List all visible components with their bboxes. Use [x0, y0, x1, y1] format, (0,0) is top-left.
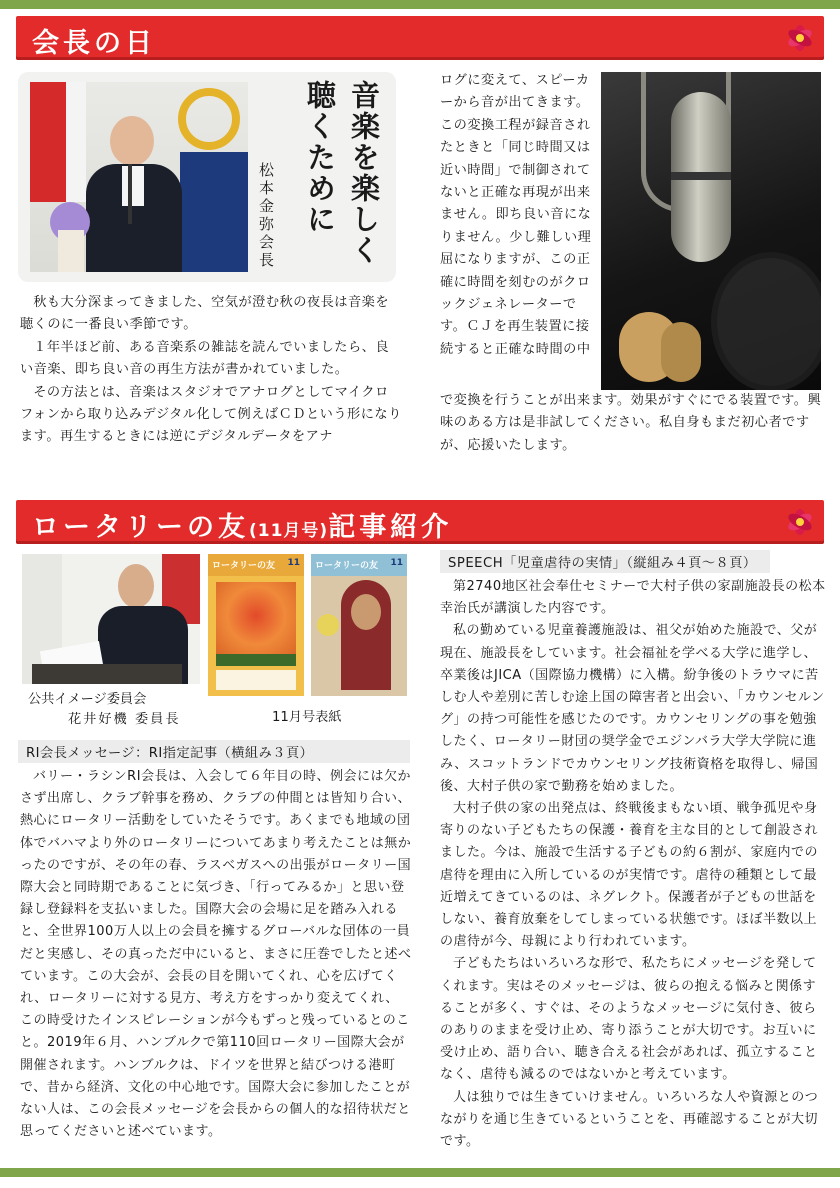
article-author: 松本金弥会長	[257, 162, 275, 270]
committee-chair-caption	[28, 690, 218, 730]
paragraph: 私の勤めている児童養護施設は、祖父が始めた施設で、父が現在、施設長をしています。社会福祉を学べる大学に進学し、卒業後はJICA（国際協力機構）に入構。紛争後のトラウマに苦しむ人や差別に苦しむ途上国の障害者と出会い、「カウンセルング」の持つ可能性を感じたのです。カウンセリングの事を勉強したく、ロータリー財団の奨学金でエジンバラ大学大学院に進み、スコットランドでカウンセリング技術資格を取得し、帰国後、大村子供の家で勤務を始めました。	[440, 623, 825, 794]
ri-message-text: バリー・ラシンRI会長は、入会して６年目の時、例会には欠かさず出席し、クラブ幹事を務め、クラブの仲間とは皆知り合い、熱心にロータリー活動をしていたそうです。あくまでも地域の団体でバハマより外のロータリーについてあまり考えたことは無かったのですが、その年の春、ラスベガスへの出張がロータリー国際大会と同時期であることに気づき、「行ってみるか」と思い登録し登録料を支払いました。国際大会の会場に足を踏み入れると、全世界100万人以上の会員を擁するグローバルな団体の一員だと実感し、その真っただ中にいると、まさに圧巻でしたと述べています。この大会が、会長の目を開いてくれ、心を広げてくれ、ロータリーに対する見方、考え方をすっかり変えてくれ、この時受けたインスピレーションが今もずっと残っているとのこと。2019年６月、ハンブルクで第110回ロータリー国際大会が開催されます。ハンブルクは、ドイツを世界と結びつける港町で、昔から経済、文化の中心地です。国際大会に参加したことがない人は、この会長メッセージを会長からの個人的な招待状だと思ってくださいと述べています。	[20, 769, 412, 1140]
magazine-cover-1	[208, 554, 304, 696]
section2-title: ロータリーの友(11月号)記事紹介	[32, 512, 453, 543]
paragraph: 第2740地区社会奉仕セミナーで大村子供の家副施設長の松本幸治氏が講演した内容です。	[440, 579, 826, 617]
top-rule	[0, 0, 840, 9]
committee-chair-photo	[22, 554, 200, 684]
paragraph: 子どもたちはいろいろな形で、私たちにメッセージを発してくれます。実はそのメッセージは、彼らの抱える悩みと関係することが多く、すぐは、そのようなメッセージに気付き、彼らのありのままを受け止め、寄り添うことが大切です。お互いに受け止め、語り合い、聴き合える社会があれば、孤立することなく、虐待も減るのではないかと考えています。	[440, 956, 818, 1083]
paragraph: 大村子供の家の出発点は、終戦後まもない頃、戦争孤児や身寄りのない子どもたちの保護・養育を主な目的として創設されました。今は、施設で生活する子どもの約６割が、家庭内での虐待を理由に入所しているのが実情です。虐待の種類として最近増えてきているのは、ネグレクト。保護者が子どもの世話をしない、養育放棄をしてしまっている状態です。ほぼ半数以上の虐待が今、母親により行われています。	[440, 801, 819, 950]
paragraph: １年半ほど前、ある音楽系の雑誌を読んでいましたら、良い音楽、即ち良い音の再生方法が書かれていました。	[20, 339, 390, 378]
speech-text	[440, 576, 826, 1153]
cover-number: 11	[287, 558, 300, 568]
flower-icon	[780, 502, 820, 542]
cover-number: 11	[390, 558, 403, 568]
bottom-rule	[0, 1168, 840, 1177]
ri-message-heading: RI会長メッセージ：RI指定記事（横組み３頁）	[18, 740, 410, 763]
section1-banner	[16, 16, 824, 60]
cover-caption: 11月号表紙	[272, 710, 342, 725]
caption-line: 花井好機 委員長	[68, 712, 181, 727]
magazine-cover-2	[311, 554, 407, 696]
section2-banner	[16, 500, 824, 544]
paragraph: その方法とは、音楽はスタジオでアナログとしてマイクロフォンから取り込みデジタル化して例えばＣＤという形になります。再生するときには逆にデジタルデータをアナ	[20, 384, 402, 445]
section1-header-card	[18, 72, 396, 282]
flower-icon	[780, 18, 820, 58]
section1-title: 会長の日	[32, 28, 156, 59]
cover-masthead: ロータリーの友	[315, 561, 379, 571]
section1-bottom-text: で変換を行うことが出来ます。効果がすぐにでる装置です。興味のある方は是非試してください。私自身もまだ初心者ですが、応援いたします。	[440, 393, 822, 453]
microphone-photo	[601, 72, 821, 390]
section1-right-text: ログに変えて、スピーカーから音が出てきます。この変換工程が録音されたときと「同じ時間又は近い時間」で制御されてないと正確な再現が出来ません。即ち良い音になりません。少し難しい理屈になりますが、この正確に時間を刻むのがクロックジェネレーターです。ＣＪを再生装置に接続すると正確な時間の中	[440, 73, 592, 357]
section1-left-text	[20, 292, 402, 449]
speaker-photo	[30, 82, 248, 272]
cover-masthead: ロータリーの友	[212, 561, 276, 571]
speech-heading: SPEECH「児童虐待の実情」（縦組み４頁～８頁）	[440, 550, 770, 573]
caption-line: 公共イメージ委員会	[28, 692, 147, 707]
paragraph: 秋も大分深まってきました、空気が澄む秋の夜長は音楽を聴くのに一番良い季節です。	[20, 295, 390, 333]
article-title: 音楽を楽しく聴くために	[303, 80, 381, 266]
paragraph: 人は独りでは生きていけません。いろいろな人や資源とのつながりを通じ生きているということを、再確認することが大切です。	[440, 1089, 819, 1150]
